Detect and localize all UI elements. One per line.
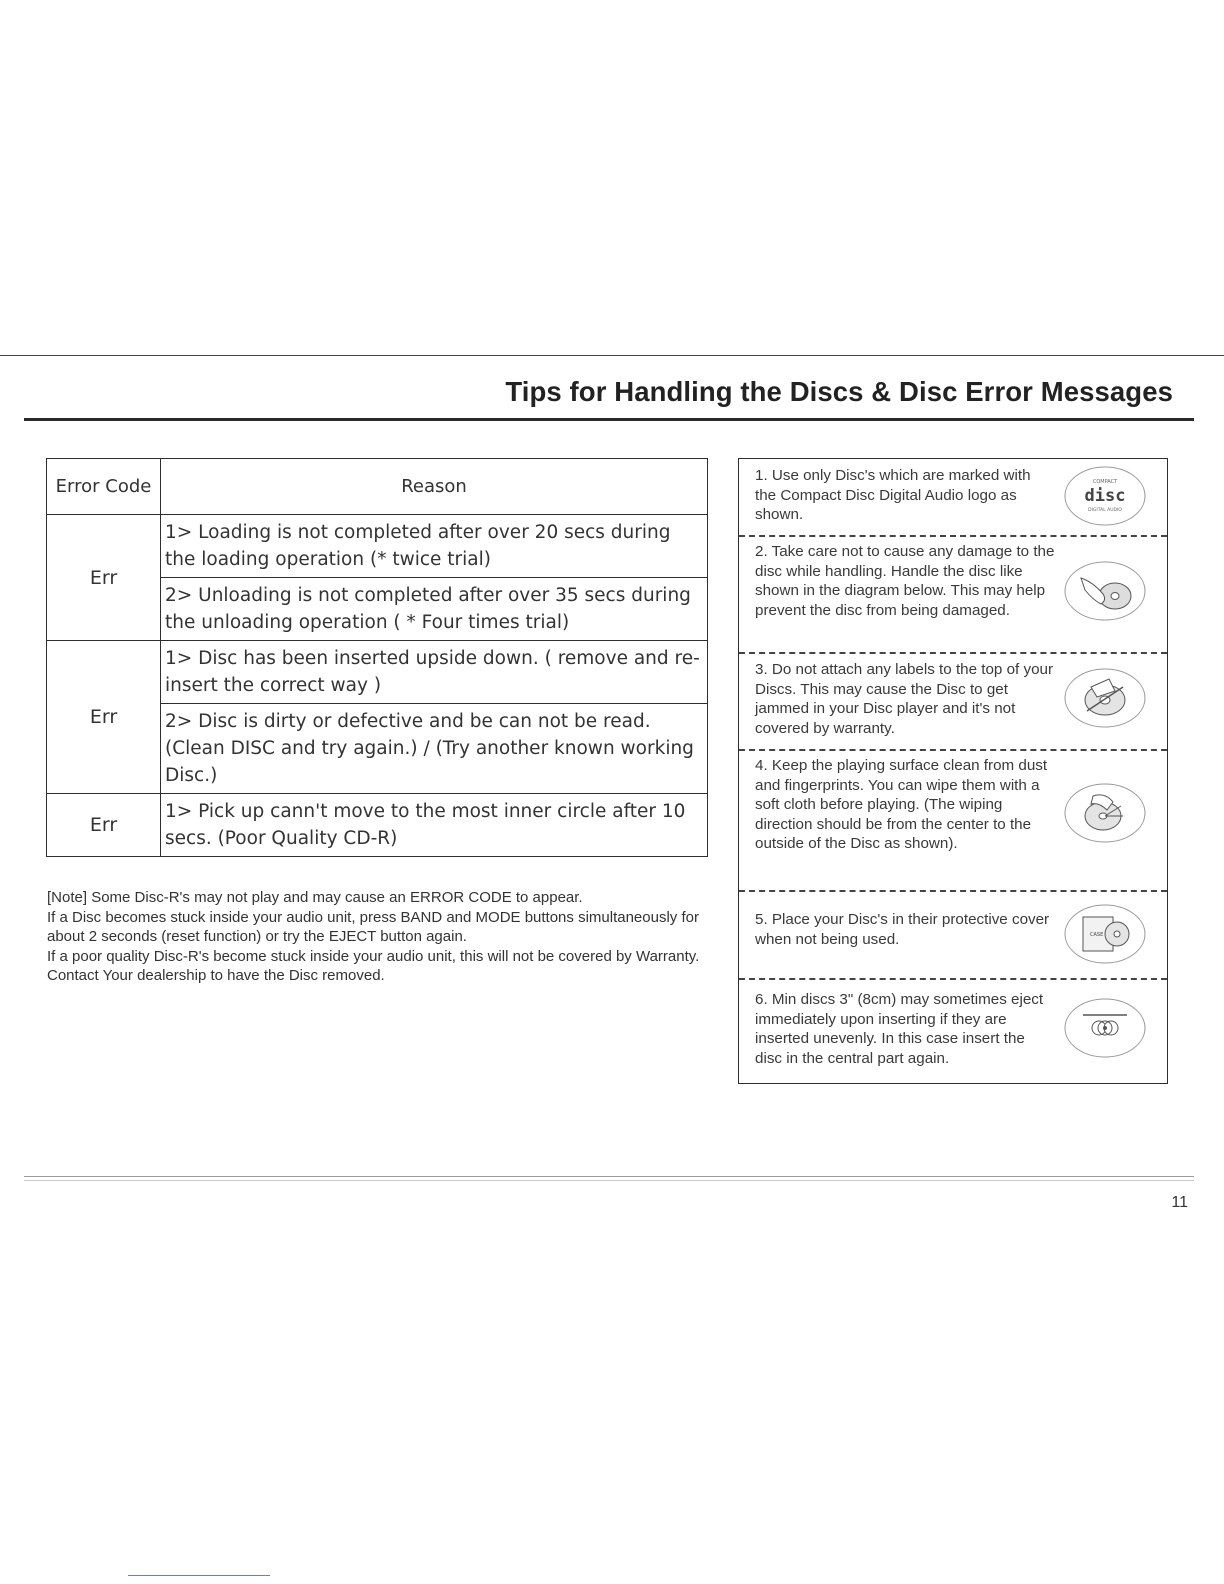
compact-disc-logo-icon	[1063, 465, 1147, 527]
tip-item	[739, 891, 1167, 978]
tip-text: 2. Take care not to cause any damage to the disc while handling. Handle the disc like shown in the diagram below. This may help prevent the disc from being damaged.	[755, 543, 1055, 619]
hand-holding-disc-icon	[1063, 560, 1147, 622]
note-label: [Note]	[47, 889, 88, 906]
error-code-cell: Err	[47, 641, 161, 794]
error-code-cell: Err	[47, 515, 161, 641]
table-header-row	[47, 459, 708, 515]
disc-label-icon	[1063, 667, 1147, 729]
tip-item	[739, 459, 1167, 535]
footer-link-line	[128, 1575, 270, 1576]
disc-case-icon	[1063, 903, 1147, 965]
page-number: 11	[1171, 1194, 1188, 1211]
disc-wiping-icon	[1063, 782, 1147, 844]
reason-cell: 1> Loading is not completed after over 20 secs during the loading operation (* twice trial)	[161, 515, 708, 578]
tip-item	[739, 979, 1167, 1083]
note-block	[47, 888, 727, 986]
page-title: Tips for Handling the Discs & Disc Error Messages	[505, 376, 1173, 407]
title-underline	[24, 418, 1194, 421]
table-row	[47, 794, 708, 857]
bottom-rule-thin	[24, 1180, 1194, 1181]
logo-bottom-text: DIGITAL AUDIO	[1088, 508, 1122, 513]
table-row	[47, 641, 708, 704]
note-line: Some Disc-R's may not play and may cause an ERROR CODE to appear.	[91, 889, 583, 906]
tip-item	[739, 653, 1167, 749]
disc-tips-box	[738, 458, 1168, 1084]
tip-text: 5. Place your Disc's in their protective cover when not being used.	[755, 911, 1050, 948]
note-line: If a poor quality Disc-R's become stuck inside your audio unit, this will not be covered by Warranty. Contact Your dealership to have the Disc removed.	[47, 947, 700, 984]
tip-text: 6. Min discs 3" (8cm) may sometimes eject immediately upon inserting if they are inserted unevenly. In this case insert the disc in the central part again.	[755, 991, 1044, 1067]
case-label: CASE	[1090, 932, 1104, 938]
mini-disc-slot-icon	[1063, 997, 1147, 1059]
header-error-code: Error Code	[47, 459, 161, 515]
table-row	[47, 515, 708, 578]
reason-cell: 2> Unloading is not completed after over 35 secs during the unloading operation ( * Four times trial)	[161, 578, 708, 641]
error-code-table	[46, 458, 708, 857]
bottom-rule	[24, 1176, 1194, 1177]
tip-item	[739, 536, 1167, 652]
tip-text: 1. Use only Disc's which are marked with the Compact Disc Digital Audio logo as shown.	[755, 467, 1031, 524]
reason-cell: 1> Disc has been inserted upside down. ( remove and re-insert the correct way )	[161, 641, 708, 704]
tip-text: 3. Do not attach any labels to the top of your Discs. This may cause the Disc to get jammed in your Disc player and it's not covered by warranty.	[755, 661, 1054, 737]
tip-text: 4. Keep the playing surface clean from dust and fingerprints. You can wipe them with a soft cloth before playing. (The wiping direction should be from the center to the outside of the Disc as shown).	[755, 757, 1048, 853]
note-line: If a Disc becomes stuck inside your audio unit, press BAND and MODE buttons simultaneously for about 2 seconds (reset function) or try the EJECT button again.	[47, 908, 699, 945]
reason-cell: 2> Disc is dirty or defective and be can not be read. (Clean DISC and try again.) / (Try another known working Disc.)	[161, 704, 708, 794]
tip-item	[739, 750, 1167, 890]
error-code-cell: Err	[47, 794, 161, 857]
logo-main-text: disc	[1084, 486, 1126, 506]
top-rule	[0, 355, 1224, 356]
header-reason: Reason	[161, 459, 708, 515]
reason-cell: 1> Pick up cann't move to the most inner circle after 10 secs. (Poor Quality CD-R)	[161, 794, 708, 857]
logo-top-text: COMPACT	[1092, 479, 1118, 485]
